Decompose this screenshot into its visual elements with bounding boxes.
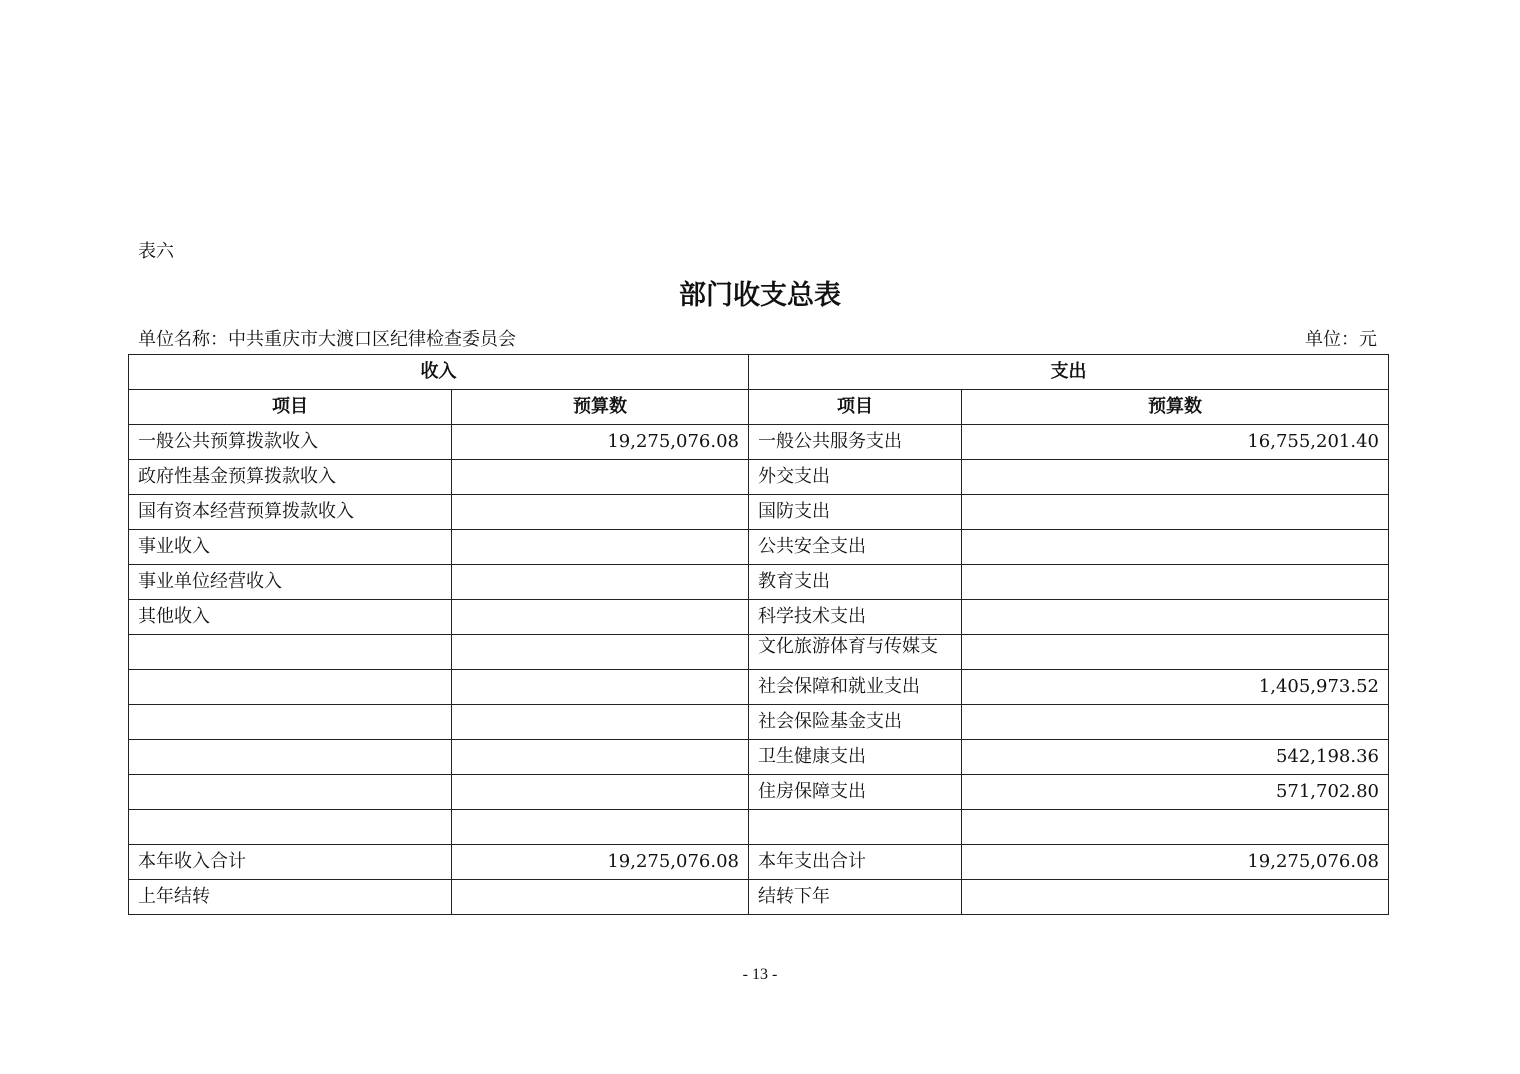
expense-item-cell: 国防支出 <box>749 495 962 530</box>
income-item-cell <box>129 775 452 810</box>
expense-amount-cell <box>962 810 1389 845</box>
expense-item-cell: 公共安全支出 <box>749 530 962 565</box>
income-item-cell <box>129 740 452 775</box>
table-number-label: 表六 <box>138 241 174 262</box>
expense-item-column-header: 项目 <box>749 390 962 425</box>
expense-amount-cell <box>962 600 1389 635</box>
income-item-cell <box>129 810 452 845</box>
income-amount-cell <box>452 635 749 670</box>
income-item-column-header: 项目 <box>129 390 452 425</box>
table-row <box>129 495 1389 530</box>
expense-item-cell: 教育支出 <box>749 565 962 600</box>
carryover-row <box>129 880 1389 915</box>
table-row <box>129 810 1389 845</box>
table-row <box>129 530 1389 565</box>
expense-item-cell: 科学技术支出 <box>749 600 962 635</box>
table-row <box>129 705 1389 740</box>
income-item-cell: 事业单位经营收入 <box>129 565 452 600</box>
income-item-cell: 一般公共预算拨款收入 <box>129 425 452 460</box>
expense-amount-cell: 16,755,201.40 <box>962 425 1389 460</box>
expense-amount-cell <box>962 460 1389 495</box>
expense-amount-cell <box>962 635 1389 670</box>
income-item-cell: 上年结转 <box>129 880 452 915</box>
income-expense-total-row <box>129 845 1389 880</box>
income-amount-cell <box>452 670 749 705</box>
expense-item-cell: 文化旅游体育与传媒支 <box>749 635 962 670</box>
organization-name: 单位名称：中共重庆市大渡口区纪律检查委员会 <box>138 329 516 350</box>
expense-item-cell: 外交支出 <box>749 460 962 495</box>
income-item-cell: 事业收入 <box>129 530 452 565</box>
income-amount-cell <box>452 810 749 845</box>
expense-amount-cell <box>962 705 1389 740</box>
page-title: 部门收支总表 <box>679 280 841 311</box>
income-item-cell <box>129 670 452 705</box>
column-header-row <box>129 390 1389 425</box>
section-header-row <box>129 355 1389 390</box>
currency-unit: 单位：元 <box>1305 329 1377 350</box>
expense-item-cell: 卫生健康支出 <box>749 740 962 775</box>
income-item-cell <box>129 635 452 670</box>
table-row <box>129 460 1389 495</box>
table-row <box>129 670 1389 705</box>
income-amount-cell: 19,275,076.08 <box>452 845 749 880</box>
expense-amount-cell <box>962 880 1389 915</box>
income-amount-cell: 19,275,076.08 <box>452 425 749 460</box>
income-section-header: 收入 <box>129 355 749 390</box>
expense-amount-cell: 1,405,973.52 <box>962 670 1389 705</box>
income-amount-cell <box>452 460 749 495</box>
table-row <box>129 635 1389 670</box>
expense-item-cell: 社会保险基金支出 <box>749 705 962 740</box>
table-row <box>129 425 1389 460</box>
expense-item-cell: 住房保障支出 <box>749 775 962 810</box>
expense-item-cell: 一般公共服务支出 <box>749 425 962 460</box>
income-item-cell: 其他收入 <box>129 600 452 635</box>
income-item-cell <box>129 705 452 740</box>
expense-section-header: 支出 <box>749 355 1389 390</box>
page-number: - 13 - <box>742 966 778 983</box>
expense-amount-cell <box>962 565 1389 600</box>
income-item-cell: 国有资本经营预算拨款收入 <box>129 495 452 530</box>
income-amount-cell <box>452 600 749 635</box>
expense-item-cell: 本年支出合计 <box>749 845 962 880</box>
income-amount-cell <box>452 880 749 915</box>
income-amount-cell <box>452 740 749 775</box>
income-budget-column-header: 预算数 <box>452 390 749 425</box>
income-item-cell: 政府性基金预算拨款收入 <box>129 460 452 495</box>
income-item-cell: 本年收入合计 <box>129 845 452 880</box>
expense-item-cell <box>749 810 962 845</box>
table-row <box>129 775 1389 810</box>
expense-amount-cell: 571,702.80 <box>962 775 1389 810</box>
expense-item-cell: 结转下年 <box>749 880 962 915</box>
income-amount-cell <box>452 495 749 530</box>
budget-summary-table <box>128 354 1389 915</box>
expense-amount-cell <box>962 495 1389 530</box>
expense-budget-column-header: 预算数 <box>962 390 1389 425</box>
expense-amount-cell <box>962 530 1389 565</box>
income-amount-cell <box>452 530 749 565</box>
table-row <box>129 740 1389 775</box>
expense-item-cell: 社会保障和就业支出 <box>749 670 962 705</box>
table-row <box>129 565 1389 600</box>
income-amount-cell <box>452 705 749 740</box>
income-amount-cell <box>452 775 749 810</box>
income-amount-cell <box>452 565 749 600</box>
expense-amount-cell: 19,275,076.08 <box>962 845 1389 880</box>
table-row <box>129 600 1389 635</box>
expense-amount-cell: 542,198.36 <box>962 740 1389 775</box>
